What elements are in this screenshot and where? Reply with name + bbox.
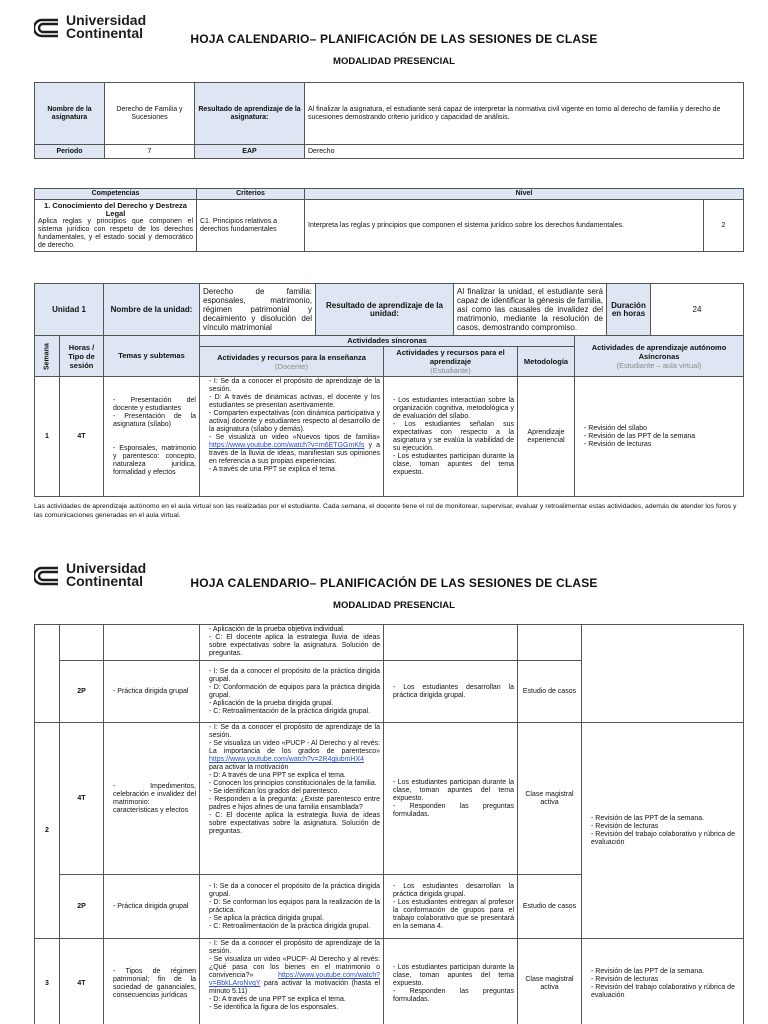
- week-cell-empty: [35, 625, 60, 723]
- hours-value: 4T: [60, 723, 104, 875]
- table-row: [35, 723, 744, 875]
- topics-cell: - Tipos de régimen patrimonial; fin de la sociedad de gananciales, consecuencias jurídicas: [104, 939, 200, 1024]
- teaching-activities: - Aplicación de la prueba objetiva individual. - C: El docente aplica la estrategia lluvia de ideas sobre expectativas sobre la asignatura. Solución de preguntas.: [200, 625, 384, 661]
- document-title: HOJA CALENDARIO– PLANIFICACIÓN DE LAS SESIONES DE CLASE: [190, 32, 598, 46]
- async-header: Actividades de aprendizaje autónomo Asíncronas (Estudiante – aula virtual): [575, 336, 744, 377]
- hours-value: 2P: [60, 661, 104, 723]
- criterion-cell: C1. Principios relativos a derechos fundamentales: [197, 200, 305, 252]
- course-name-label: Nombre de la asignatura: [35, 83, 105, 145]
- learning-activities: - Los estudiantes participan durante la clase, toman apuntes del tema expuesto. - Responden las preguntas formuladas.: [384, 939, 518, 1024]
- teaching-header: Actividades y recursos para la enseñanza (Docente): [200, 347, 384, 377]
- week-number: 2: [35, 723, 60, 939]
- topics-header: Temas y subtemas: [104, 336, 200, 377]
- learning-header: Actividades y recursos para el aprendizaje (Estudiante): [384, 347, 518, 377]
- level-number: 2: [703, 200, 743, 252]
- methodology-value: Estudio de casos: [518, 661, 582, 723]
- competency-text: Aplica reglas y principios que componen el sistema jurídico con respeto de los derechos fundamentales, y el estado social y democrático de derecho.: [38, 217, 193, 249]
- hours-value: 4T: [60, 377, 104, 497]
- unit-name-label: Nombre de la unidad:: [104, 284, 200, 336]
- hours-value: 2P: [60, 875, 104, 939]
- course-info-table: [34, 82, 744, 159]
- eap-value: Derecho: [305, 145, 744, 159]
- period-value: 7: [105, 145, 195, 159]
- methodology-value: Clase magistral activa: [518, 723, 582, 875]
- hours-header: Horas / Tipo de sesión: [60, 336, 104, 377]
- teaching-activities: - I: Se da a conocer el propósito de aprendizaje de la sesión. - Se visualiza un video «PUCP- Al Derecho y al revés: ¿Qué pasa con los bienes en el matrimonio o convivencia?» https://www.youtube.com/watch?v=BbkLAroNvqY para activar la motivación (hasta el minuto 5.11) - D: A través de una PPT se explica el tema. - Se identifica la figura de los esponsales.: [200, 939, 384, 1024]
- competency-cell: [35, 200, 197, 252]
- learning-activities: - Los estudiantes desarrollan la práctica dirigida grupal. - Los estudiantes entregan al profesor la conformación de grupos para el trabajo colaborativo que se presentará en la semana 4.: [384, 875, 518, 939]
- methodology-header: Metodología: [518, 347, 575, 377]
- document-title: HOJA CALENDARIO– PLANIFICACIÓN DE LAS SESIONES DE CLASE: [190, 576, 598, 590]
- unit-duration-label: Duración en horas: [607, 284, 651, 336]
- unit-result-label: Resultado de aprendizaje de la unidad:: [316, 284, 454, 336]
- video-link[interactable]: https://www.youtube.com/watch?v=rn6ETGGmKfs: [209, 442, 365, 449]
- page-header: [34, 14, 754, 74]
- topics-cell: - Práctica dirigida grupal: [104, 875, 200, 939]
- sync-activities-header: Actividades síncronas: [200, 336, 575, 347]
- learning-activities: - Los estudiantes participan durante la clase, toman apuntes del tema expuesto. - Responden las preguntas formuladas.: [384, 723, 518, 875]
- document-subtitle: MODALIDAD PRESENCIAL: [333, 56, 455, 67]
- competencies-table: [34, 188, 744, 252]
- level-header: Nivel: [305, 189, 744, 200]
- level-text: Interpreta las reglas y principios que componen el sistema jurídico sobre los derechos fundamentales.: [305, 200, 704, 252]
- unit-name-value: Derecho de familia: esponsales, matrimonio, régimen patrimonial y decaimiento y disolución del vínculo matrimonial: [200, 284, 316, 336]
- university-logo: Universidad Continental: [34, 562, 144, 592]
- competency-title: 1. Conocimiento del Derecho y Destreza Legal: [44, 200, 187, 218]
- topics-cell: - Impedimentos, celebración e invalidez del matrimonio: características y efectos: [104, 723, 200, 875]
- eap-label: EAP: [195, 145, 305, 159]
- document-subtitle: MODALIDAD PRESENCIAL: [333, 600, 455, 611]
- teaching-activities: - I: Se da a conocer el propósito de la práctica dirigida grupal. - D: Se conforman los equipos para la realización de la práctica. - Se aplica la práctica dirigida grupal. - C: Retroalimentación de la práctica dirigida grupal.: [200, 875, 384, 939]
- week-header: Semana: [35, 336, 60, 377]
- learning-activities: - Los estudiantes interactúan sobre la organización cognitiva, metodológica y de evaluación del sílabo. - Los estudiantes señalan sus expectativas con respecto a la asignatura y se evalúa la viabilidad de su ejecución. - Los estudiantes participan durante la clase, toman apuntes del tema expuesto.: [384, 377, 518, 497]
- topics-cell: - Práctica dirigida grupal: [104, 661, 200, 723]
- week-number: 3: [35, 939, 60, 1024]
- async-activities: - Revisión del sílabo - Revisión de las PPT de la semana - Revisión de lecturas: [575, 377, 744, 497]
- table-row: [35, 939, 744, 1024]
- methodology-value: Aprendizaje experiencial: [518, 377, 575, 497]
- week-number: 1: [35, 377, 60, 497]
- unit-duration-value: 24: [651, 284, 744, 336]
- page-header-2: [34, 562, 754, 622]
- video-link[interactable]: https://www.youtube.com/watch?v=2R4gjubmHX4: [209, 756, 365, 763]
- methodology-value: Estudio de casos: [518, 875, 582, 939]
- table-row: [35, 625, 744, 661]
- unit-result-value: Al finalizar la unidad, el estudiante será capaz de identificar la génesis de familia, así como las causales de invalidez del matrimonio, mediante la resolución de casos, demostrando compromiso.: [454, 284, 607, 336]
- learning-activities: - Los estudiantes desarrollan la práctica dirigida grupal.: [384, 661, 518, 723]
- hours-value: 4T: [60, 939, 104, 1024]
- video-link[interactable]: https://www.youtube.com/watch?v=BbkLAroNvqY: [209, 972, 380, 987]
- teaching-activities: - I: Se da a conocer el propósito de aprendizaje de la sesión. - Se visualiza un video «PUCP - Al Derecho y al revés: La importancia de los grados de parentesco» https://www.youtube.com/watch?v=2R4gjubmHX4 para activar la motivación - D: A través de una PPT se explica el tema. - Conocen los principios constitucionales de la familia. - Se identifican los grados del parentesco. - Responden a la pregunta: ¿Existe parentesco entre padres e hijos afines de una familia ensamblada? - C: El docente aplica la estrategia lluvia de ideas sobre expectativas sobre la asignatura. Solución de preguntas.: [200, 723, 384, 875]
- teaching-activities: - I: Se da a conocer el propósito de aprendizaje de la sesión. - D: A través de dinámicas activas, el docente y los estudiantes se presentan asertivamente. - Comparten expectativas (con dinámica participativa y activa) docente y estudiantes respecto al desarrollo de la asignatura (sílabo y demás). - Se visualiza un video «Nuevos tipos de familia» https://www.youtube.com/watch?v=rn6ETGGmKfs y a través de la lluvia de ideas, manifiestan sus opiniones en referencia a sus propias experiencias. - A través de una PPT se explica el tema.: [200, 377, 384, 497]
- schedule-continuation-table: [34, 624, 744, 1024]
- criteria-header: Criterios: [197, 189, 305, 200]
- period-label: Periodo: [35, 145, 105, 159]
- footnote: Las actividades de aprendizaje autónomo en el aula virtual son las realizadas por el estudiante. Cada semana, el docente tiene el rol de monitorear, supervisar, evaluar y retroalimentar estas actividades, además de atender los foros y las comunicaciones generadas en el aula virtual.: [34, 503, 737, 519]
- async-activities: - Revisión de las PPT de la semana. - Revisión de lecturas - Revisión del trabajo colaborativo y rúbrica de evaluación: [582, 723, 744, 939]
- methodology-value: Clase magistral activa: [518, 939, 582, 1024]
- async-activities: - Revisión de las PPT de la semana. - Revisión de lecturas - Revisión del trabajo colaborativo y rúbrica de evaluación: [582, 939, 744, 1024]
- university-logo: Universidad Continental: [34, 14, 144, 44]
- course-name-value: Derecho de Familia y Sucesiones: [105, 83, 195, 145]
- competencies-header: Competencias: [35, 189, 197, 200]
- topics-cell: - Presentación del docente y estudiantes - Presentación de la asignatura (sílabo) - Esponsales, matrimonio y parentesco: concepto, naturaleza jurídica, formalidad y efectos: [104, 377, 200, 497]
- unit-schedule-table: [34, 283, 744, 497]
- course-result-value: Al finalizar la asignatura, el estudiante será capaz de interpretar la normativa civil vigente en torno al derecho de familia y derecho de sucesiones demostrando criterio jurídico y capacidad de análisis.: [305, 83, 744, 145]
- teaching-activities: - I: Se da a conocer el propósito de la práctica dirigida grupal. - D: Conformación de equipos para la práctica dirigida grupal. - Aplicación de la prueba dirigida grupal. - C: Retroalimentación de la práctica dirigida grupal.: [200, 661, 384, 723]
- unit-label: Unidad 1: [35, 284, 104, 336]
- table-row: [35, 377, 744, 497]
- course-result-label: Resultado de aprendizaje de la asignatura:: [195, 83, 305, 145]
